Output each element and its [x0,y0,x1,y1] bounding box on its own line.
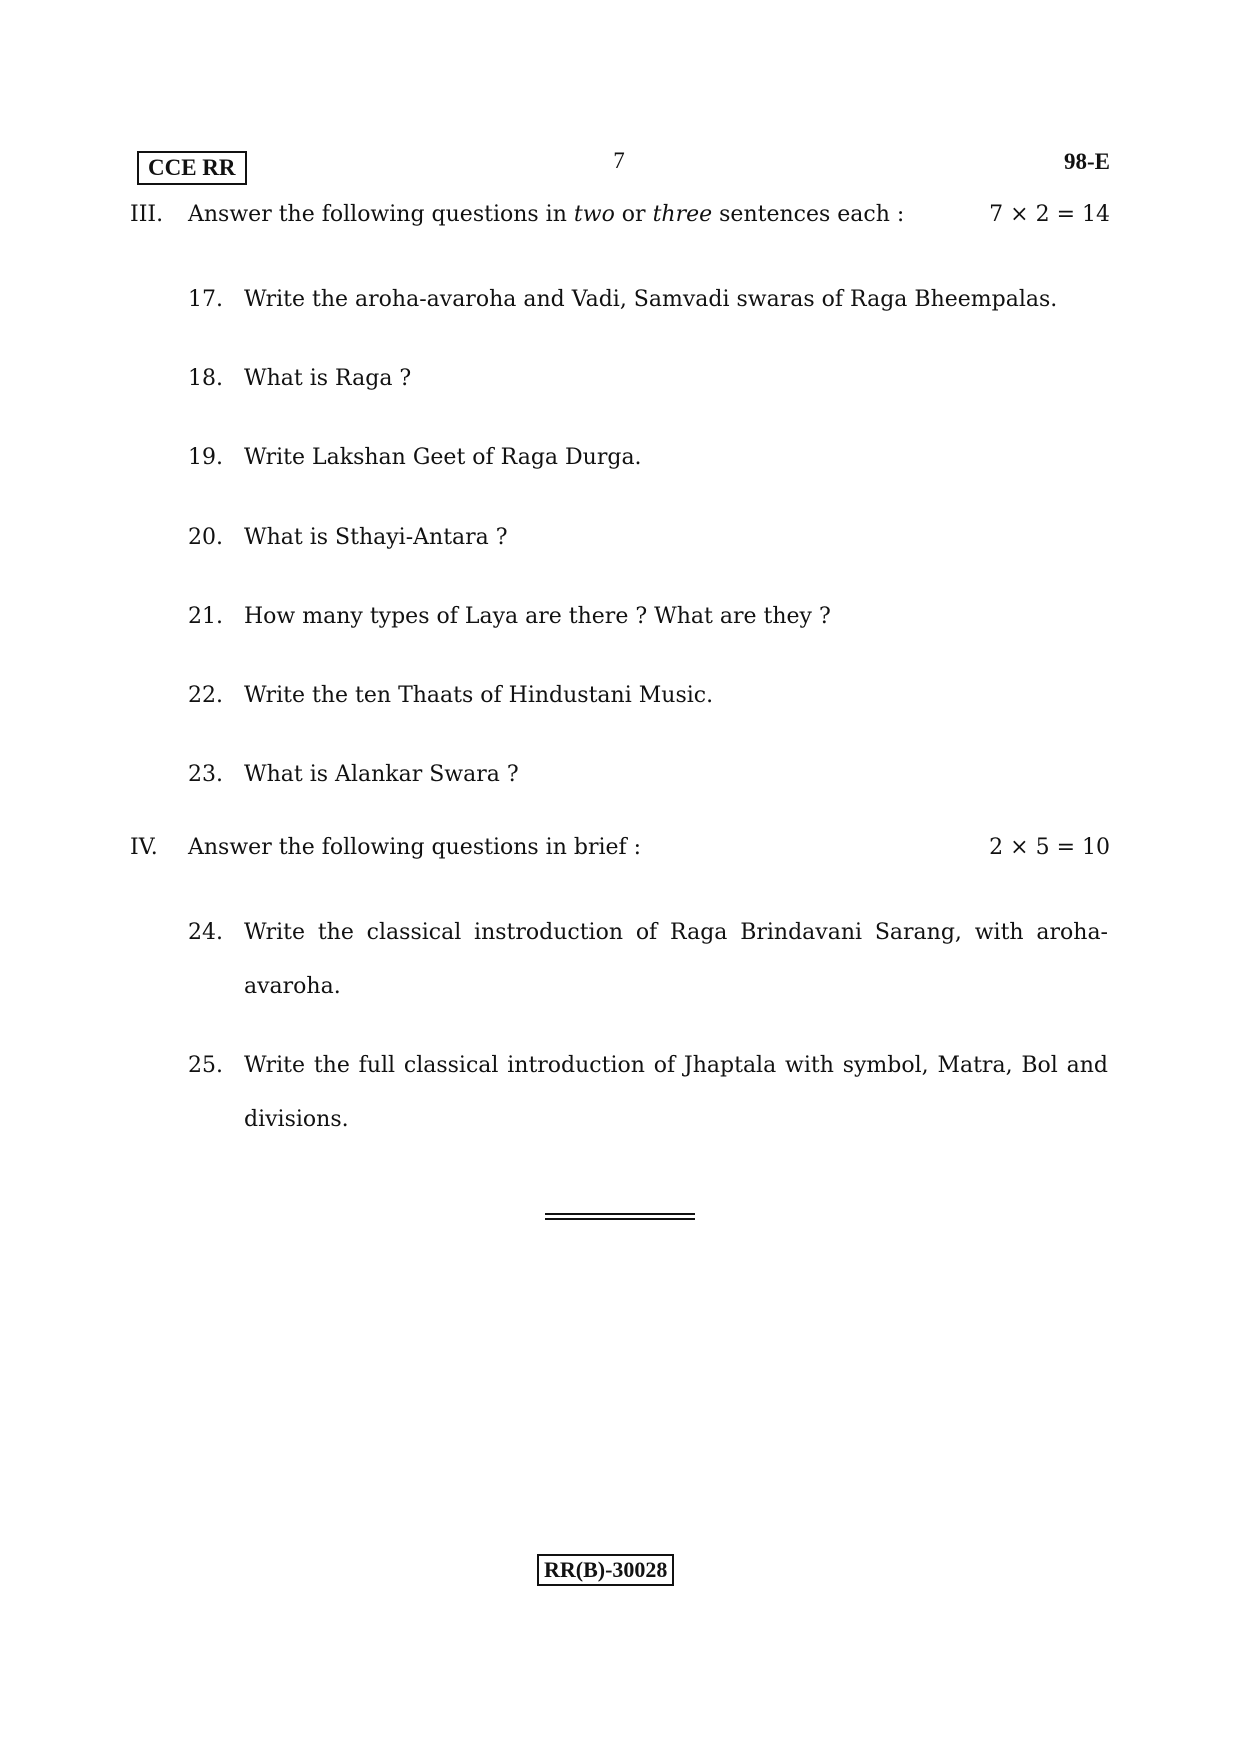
question-text: What is Sthayi-Antara ? [244,525,508,550]
question-number: 22. [188,683,223,708]
section-heading-iii [130,199,1110,231]
question-number: 23. [188,762,223,787]
section-marks: 2 × 5 = 10 [989,835,1110,860]
question-number: 17. [188,287,223,312]
question [188,669,1108,723]
question [188,273,1108,327]
question-text: Write the full classical introduction of Jhaptala with symbol, Matra, Bol and divisions. [244,1053,1108,1132]
question [188,352,1108,406]
section-instruction: Answer the following questions in brief : [188,835,642,860]
question [188,748,1108,802]
question-text: Write the ten Thaats of Hindustani Music. [244,683,714,708]
page-number: 7 [613,148,625,173]
section-marks: 7 × 2 = 14 [989,202,1110,227]
section-instruction: Answer the following questions in two or three sentences each : [188,202,905,227]
question [188,511,1108,565]
question [188,1039,1108,1147]
section-heading-iv [130,832,1110,864]
header-right-code: 98-E [1064,149,1110,174]
question-number: 25. [188,1053,223,1078]
header-left-code: CCE RR [137,151,247,185]
question-text: Write the classical instroduction of Raga Brindavani Sarang, with aroha-avaroha. [244,920,1108,999]
question-number: 24. [188,920,223,945]
question [188,590,1108,644]
question-text: What is Alankar Swara ? [244,762,519,787]
end-of-paper-rule [545,1213,695,1220]
question-text: How many types of Laya are there ? What are they ? [244,604,831,629]
question-text: What is Raga ? [244,366,412,391]
question-number: 18. [188,366,223,391]
question-number: 19. [188,445,223,470]
question-number: 20. [188,525,223,550]
question-number: 21. [188,604,223,629]
section-numeral: III. [130,202,164,227]
question [188,906,1108,1014]
question-text: Write Lakshan Geet of Raga Durga. [244,445,642,470]
section-numeral: IV. [130,835,158,860]
question-text: Write the aroha-avaroha and Vadi, Samvadi swaras of Raga Bheempalas. [244,287,1058,312]
question [188,431,1108,485]
footer-code: RR(B)-30028 [537,1554,674,1586]
